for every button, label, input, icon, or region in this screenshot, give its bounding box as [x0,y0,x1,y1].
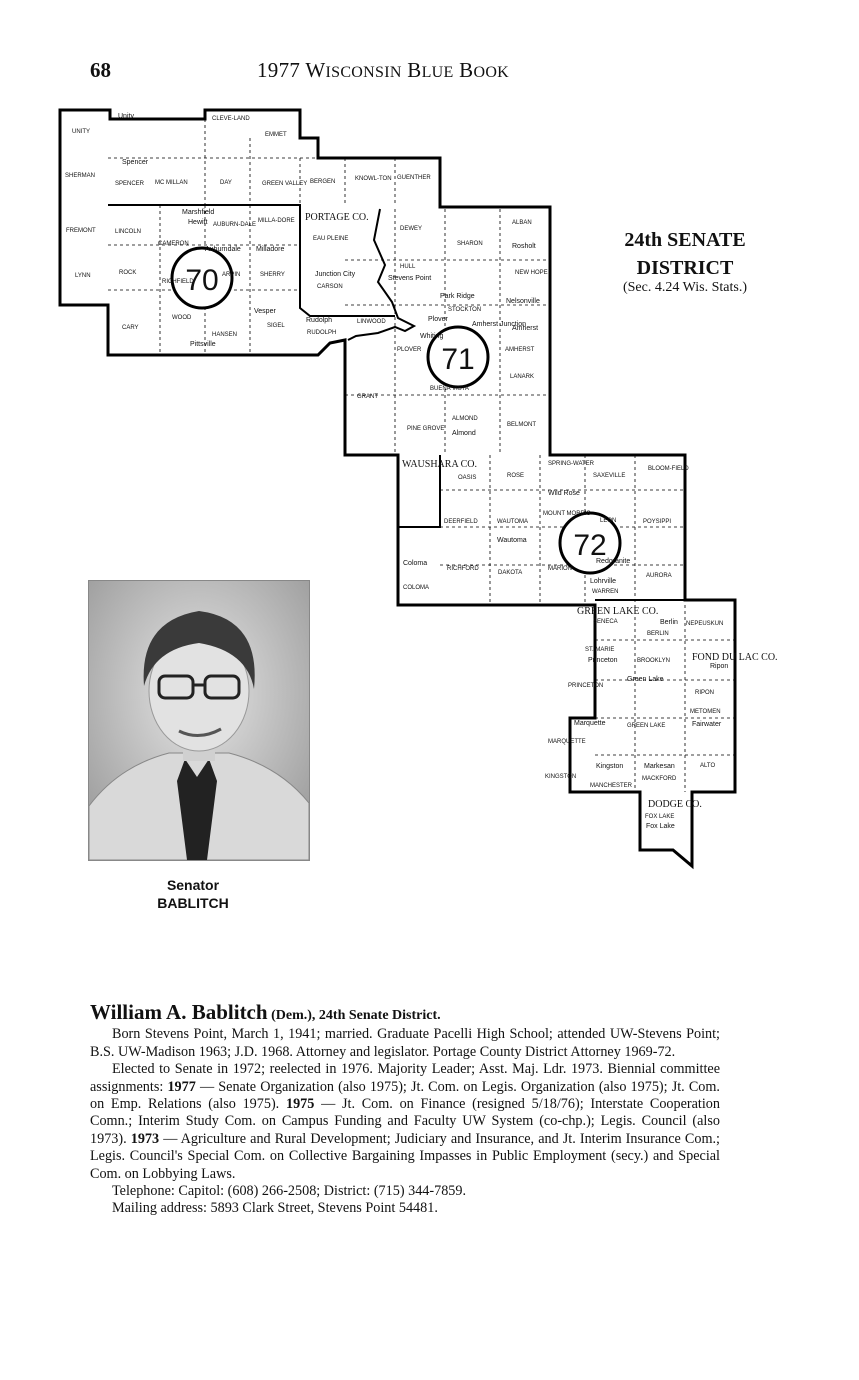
town-label: BERLIN [647,631,669,637]
place-label: Berlin [660,619,678,626]
town-label: ST. MARIE [585,647,615,653]
town-label: SPENCER [115,181,145,187]
town-label: PRINCETON [568,683,604,689]
town-label: DEWEY [400,226,423,232]
town-label: ROCK [119,270,137,276]
place-label: Rosholt [512,243,536,250]
town-label: SIGEL [267,323,285,329]
town-label: MARQUETTE [548,739,586,745]
assembly-district-markers [172,248,620,573]
place-label: Marquette [574,720,606,727]
bio-year: 1973 [130,1130,160,1147]
running-head-year: 1977 [257,58,301,82]
place-label: Auburndale [205,246,241,253]
town-label: UNITY [72,129,90,135]
town-label: BELMONT [507,422,537,428]
town-label: DAY [220,180,232,186]
town-label: MILLA-DORE [258,218,295,224]
town-label: ROSE [507,473,525,479]
town-label: CARY [122,325,139,331]
town-label: WAUTOMA [497,519,528,525]
place-label: Ripon [710,663,729,670]
rh-b1: B [407,58,422,82]
town-label: BUENA VISTA [430,386,469,392]
town-label: SHERRY [260,272,285,278]
town-label: RUDOLPH [307,330,337,336]
biography [90,1000,720,1218]
place-label: Pittsville [190,341,216,348]
county-label-dodge: DODGE CO. [648,799,702,810]
bio-name: William A. Bablitch [90,1000,268,1024]
county-label-waushara: WAUSHARA CO. [402,459,478,470]
place-label: Whiting [420,333,444,340]
place-label: Kingston [596,763,624,770]
town-label: CAMERON [158,241,189,247]
rh-w: W [305,58,326,82]
town-label: RIPON [695,690,715,696]
town-label: STOCKTON [448,307,482,313]
town-label: SENECA [593,619,618,625]
place-label: Wautoma [497,537,527,544]
county-label-portage: PORTAGE CO. [305,212,369,223]
caption-title: Senator [166,877,220,893]
bio-text: — Agriculture and Rural Development; Judiciary and Insurance, and Jt. Interim Insurance Com.; Legis. Council's Special Com. on Collective Bargaining Impasses in Public Employment (secy.) and Special Com. on Lobbying Laws. [90,1130,720,1182]
place-label: Spencer [122,159,149,166]
town-label: AURORA [646,573,672,579]
place-label: Milladore [256,246,285,253]
town-label: ALBAN [512,220,532,226]
town-label: LINCOLN [115,229,142,235]
town-label: METOMEN [690,709,721,715]
place-label: Junction City [315,271,356,278]
town-label: HANSEN [212,332,238,338]
bio-party-affiliation: (Dem.) [271,1008,312,1023]
place-label: Princeton [588,657,618,664]
town-label: EMMET [265,132,287,138]
place-label: Fox Lake [646,823,675,830]
town-label: OASIS [458,475,477,481]
town-label: GRANT [357,394,378,400]
senator-portrait-image [89,581,309,860]
bio-heading [90,1000,720,1024]
caption-name: BABLITCH [157,895,229,911]
place-label: Hewitt [188,219,208,226]
bio-telephone: Telephone: Capitol: (608) 266-2508; District: (715) 344-7859. [112,1183,467,1200]
place-label: Markesan [644,763,675,770]
place-label: Amherst [512,325,539,332]
place-label: Park Ridge [440,293,475,300]
place-label: Plover [428,316,448,323]
bio-year: 1977 [167,1078,196,1095]
rh-isconsin: ISCONSIN [325,64,402,81]
senator-portrait [88,580,310,861]
town-label: HULL [400,264,416,270]
portrait-caption [118,876,268,912]
town-label: KINGSTON [545,774,577,780]
town-label: LINWOOD [357,319,386,325]
district-statute-reference: (Sec. 4.24 Wis. Stats.) [622,280,747,295]
place-label: Almond [452,430,476,437]
town-label: GREEN VALLEY [262,181,308,187]
town-label: ALTO [700,763,716,769]
bio-text: — Senate Organization (also 1975); Jt. Com. on Legis. Organization (also 1975); Jt. Com. on Emp. Relations (also 1975). [90,1078,720,1113]
district-title-line2: DISTRICT [636,257,734,279]
district-title-line1: 24th SENATE [624,229,746,251]
town-label: MC MILLAN [155,180,188,186]
place-label: Coloma [403,560,428,567]
town-label: WARREN [592,589,619,595]
place-label: Marshfield [182,209,215,216]
running-head [257,58,509,83]
place-label: Fairwater [692,721,722,728]
town-label: NEPEUSKUN [686,621,724,627]
rh-ook: OOK [473,64,510,81]
place-label: Wild Rose [548,490,580,497]
bio-party [271,1008,441,1023]
town-label: BERGEN [310,179,336,185]
assembly-district-72: 72 [573,529,607,562]
town-label: PINE GROVE [407,426,445,432]
town-label: AUBURN-DALE [213,222,257,228]
town-label: BLOOM-FIELD [648,466,689,472]
bio-mailing-address: Mailing address: 5893 Clark Street, Stevens Point 54481. [112,1200,438,1217]
town-label: POYSIPPI [643,519,672,525]
town-label: SPRING-WATER [548,461,594,467]
town-label: KNOWL-TON [355,176,392,182]
rh-b2: B [459,58,474,82]
page-number: 68 [90,58,111,82]
rh-lue: LUE [421,64,454,81]
town-label: BROOKLYN [637,658,670,664]
bio-district: , 24th Senate District. [311,1008,441,1023]
town-label: SHARON [457,241,483,247]
town-label: ALMOND [452,416,478,422]
bio-paragraph-birth: Born Stevens Point, March 1, 1941; married. Graduate Pacelli High School; attended UW-Stevens Point; B.S. UW-Madison 1963; J.D. 1968. Attorney and legislator. Portage County District Attorney 1969-72. [90,1026,720,1060]
place-label: Green Lake [627,676,664,683]
place-label: Vesper [254,308,276,315]
town-label: DAKOTA [498,570,523,576]
assembly-district-71: 71 [441,343,475,376]
town-label: CARSON [317,284,343,290]
town-label: MANCHESTER [590,783,633,789]
bio-paragraph-legislative [90,1061,720,1183]
town-label: LEON [600,518,617,524]
place-label: Lohrville [590,578,617,585]
town-label: COLOMA [403,585,430,591]
town-label: SHERMAN [65,173,96,179]
town-label: RICHFORD [447,566,479,572]
town-label: NEW HOPE [515,270,548,276]
place-label: Unity [118,113,134,120]
town-label: MOUNT MORRIS [543,511,591,517]
town-label: FOX LAKE [645,814,675,820]
town-label: MACKFORD [642,776,677,782]
town-label: FREMONT [66,228,96,234]
town-label: LANARK [510,374,535,380]
place-label: Nelsonville [506,298,540,305]
place-label: Amherst Junction [472,321,527,328]
town-label: SAXEVILLE [593,473,626,479]
town-label: ARPIN [222,272,241,278]
place-label: Redgranite [596,558,631,565]
town-label: WOOD [172,315,192,321]
town-label: DEERFIELD [444,519,478,525]
town-label: EAU PLEINE [313,236,349,242]
town-label: AMHERST [505,347,535,353]
bio-text: — Jt. Com. on Finance (resigned 5/18/76); Interstate Cooperation Comn.; Interim Study Com. on Campus Funding and Faculty UW System (co-chp.); Legis. Council (also 1973). [90,1096,720,1147]
place-label: Stevens Point [388,275,432,282]
bio-text: Elected to Senate in 1972; reelected in 1976. Majority Leader; Asst. Maj. Ldr. 1973. Biennial committee assignments: [90,1061,720,1095]
assembly-district-70: 70 [185,264,219,297]
town-label: MARION [548,566,572,572]
town-label: PLOVER [397,347,422,353]
bio-year: 1975 [285,1096,315,1113]
town-label: GREEN LAKE [627,723,666,729]
town-label: RICHFIELD [162,279,194,285]
county-label-fond-du-lac: FOND DU LAC CO. [692,652,778,663]
county-label-green-lake: GREEN LAKE CO. [577,606,659,617]
town-label: LYNN [75,273,91,279]
town-label: GUENTHER [397,175,431,181]
place-label: Rudolph [306,317,333,324]
town-label: CLEVE-LAND [212,116,250,122]
